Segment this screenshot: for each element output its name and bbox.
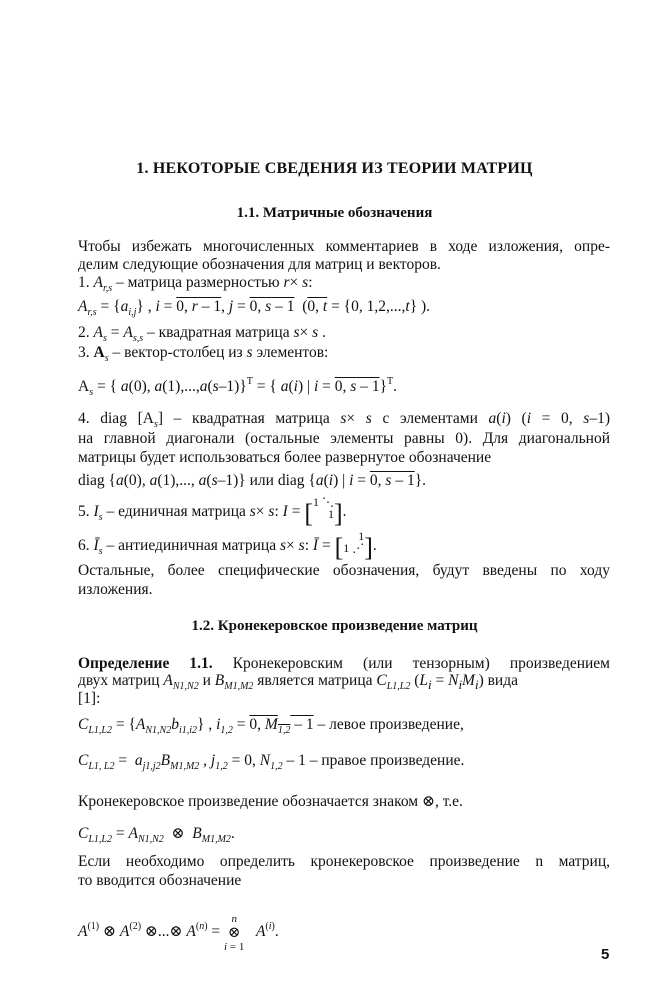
section-title: 1. НЕКОТОРЫЕ СВЕДЕНИЯ ИЗ ТЕОРИИ МАТРИЦ	[136, 160, 533, 177]
item-1-formula: $A_{r,s} = \{a_{i,j}\}$ , i = 0, r – 1, j = 0, s – 1 (0, t = {0, 1,2,...,t} ).	[78, 298, 431, 318]
item-4-line-3: матрицы будет использоваться более развернутое обозначение	[78, 449, 492, 466]
definition-line-1: Определение 1.1. Кронекеровским (или тензорным) произведением	[78, 655, 610, 672]
item-3-formula: $A_s$ = { a(0), a(1),...,a(s–1)}$^T$ = { a(i) | i = 0, s – 1}$^T$.	[78, 376, 397, 398]
outro-line-2: изложения.	[78, 581, 153, 598]
kronecker-note: Кронекеровское произведение обозначается знаком ⊗, т.е.	[78, 793, 463, 810]
item-5: 5. $I_s$ – единичная матрица s× s: I = [1 ⋱ 1].	[78, 495, 347, 528]
n-matrix-line-1: Если необходимо определить кронекеровское произведение n матриц,	[78, 853, 610, 870]
page-number: 5	[601, 946, 610, 963]
definition-line-2: двух матриц $A_{N1,N2}$ и $B_{M1,M2}$ является матрица $C_{L1,L2}$ $(L_i = N_iM_i)$ вида	[78, 672, 518, 693]
intro-text-line-2: делим следующие обозначения для матриц и векторов.	[78, 256, 441, 273]
item-6: 6. $Ī_s$ – антиединичная матрица s× s: Ī = [ 1 1 ⋰].	[78, 529, 377, 562]
item-1: 1. $A_{r,s}$ – матрица размерностью r× s:	[78, 274, 313, 294]
formula-left-product: $C_{L1,L2} = \{A_{N1,N2}b_{i1,i2}\}$ , $i_{1,2} = 0$, $M_{1,2} - 1$ – левое произведение,	[78, 716, 464, 736]
item-4-line-1: 4. diag $[A_s]$ – квадратная матрица s× s с элементами a(i) (i = 0, s–1)	[78, 410, 610, 430]
outro-line-1: Остальные, более специфические обозначения, будут введены по ходу	[78, 562, 610, 579]
subsection-title-1: 1.1. Матричные обозначения	[236, 205, 433, 221]
item-4-formula: diag {a(0), a(1),..., a(s–1)} или diag {a(i) | i = 0, s – 1}.	[78, 472, 427, 489]
subsection-title-2: 1.2. Кронекеровское произведение матриц	[191, 618, 478, 634]
n-matrix-line-2: то вводится обозначение	[78, 872, 242, 889]
n-matrix-formula: $A^{(1)}$ ⊗ $A^{(2)}$ ⊗...⊗ $A^{(n)} = n$ ⊗ i = 1 $A^{(i)}$.	[78, 913, 279, 953]
formula-right-product: $C_{L1, L2} = a_{j1,j2}B_{M1,M2}$ , $j_{1,2} = 0$, $N_{1,2} - 1$ – правое произведение.	[78, 752, 465, 772]
item-2: 2. $A_s = A_{s,s}$ – квадратная матрица s× s .	[78, 324, 326, 344]
kronecker-formula: $C_{L1,L2} = A_{N1,N2}$ ⊗ $B_{M1,M2}$.	[78, 825, 235, 845]
definition-line-3: [1]:	[78, 690, 101, 707]
intro-text-line-1: Чтобы избежать многочисленных комментариев в ходе изложения, опре-	[78, 238, 610, 255]
item-4-line-2: на главной диагонали (остальные элементы равны 0). Для диагональной	[78, 430, 610, 447]
item-3: 3. $A_s$ – вектор-столбец из s элементов:	[78, 344, 329, 364]
